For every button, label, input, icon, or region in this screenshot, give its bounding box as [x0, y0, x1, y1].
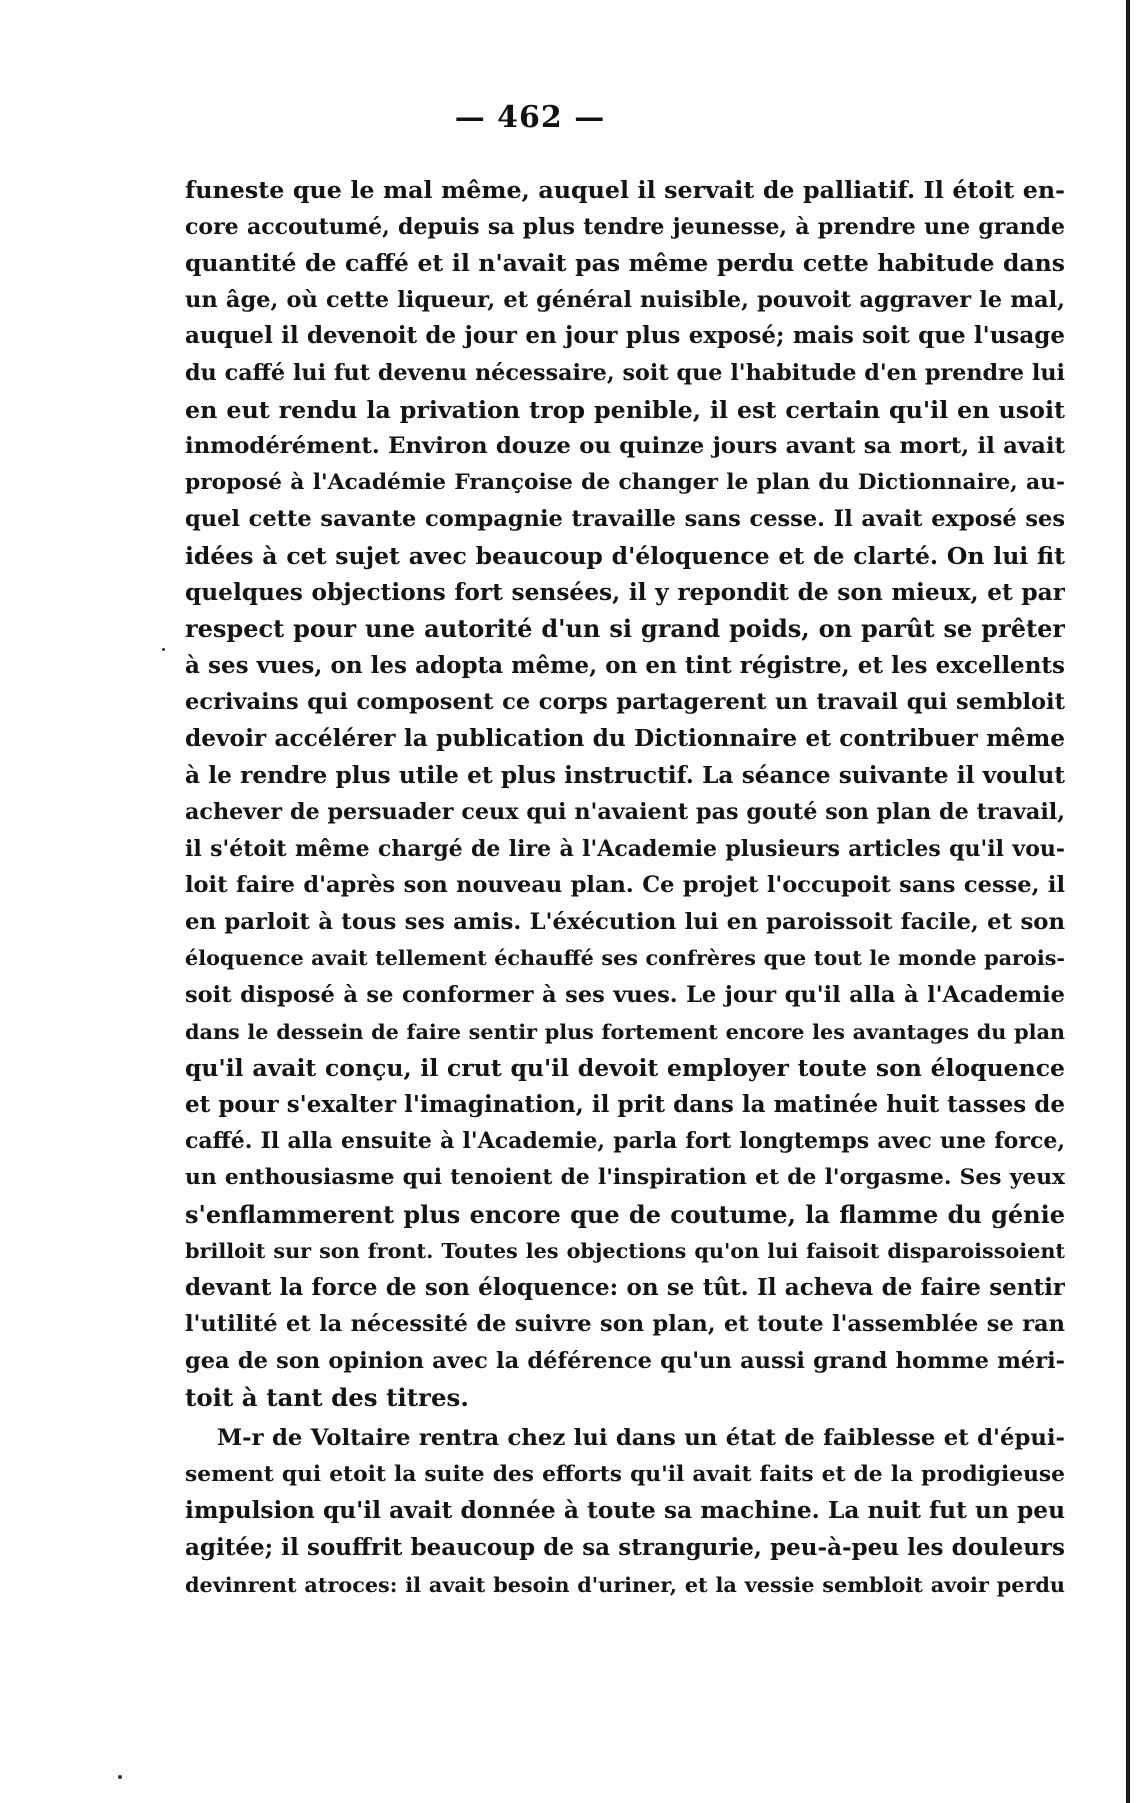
text-line: quelques objections fort sensées, il y repondit de son mieux, et par	[185, 578, 1065, 606]
text-line: gea de son opinion avec la déférence qu'un aussi grand homme méri-	[185, 1348, 1065, 1374]
text-line: l'utilité et la nécessité de suivre son plan, et toute l'assemblée se ran	[185, 1311, 1065, 1338]
text-line: devant la force de son éloquence: on se tût. Il acheva de faire sentir	[185, 1273, 1065, 1301]
text-line: proposé à l'Académie Françoise de changer le plan du Dictionnaire, au-	[185, 469, 1065, 495]
text-line: un enthousiasme qui tenoient de l'inspiration et de l'orgasme. Ses yeux	[185, 1165, 1065, 1191]
text-line: quel cette savante compagnie travaille sans cesse. Il avait exposé ses	[185, 506, 1065, 533]
page-number: — 462 —	[454, 100, 606, 135]
text-line: ecrivains qui composent ce corps partagerent un travail qui sembloit	[185, 689, 1065, 716]
text-line: un âge, où cette liqueur, et général nuisible, pouvoit aggraver le mal,	[185, 286, 1065, 313]
text-line: s'enflammerent plus encore que de coutume, la flamme du génie	[185, 1199, 1065, 1229]
text-line: et pour s'exalter l'imagination, il prit dans la matinée huit tasses de	[185, 1090, 1065, 1118]
text-line: auquel il devenoit de jour en jour plus exposé; mais soit que l'usage	[185, 322, 1065, 350]
text-line: du caffé lui fut devenu nécessaire, soit que l'habitude d'en prendre lui	[185, 359, 1065, 386]
body-text	[185, 172, 1065, 1603]
scan-speck	[118, 1775, 122, 1779]
text-line: toit à tant des titres.	[185, 1382, 469, 1412]
text-line: devinrent atroces: il avait besoin d'uriner, et la vessie sembloit avoir perdu	[185, 1572, 1065, 1597]
page-edge-line	[1126, 0, 1130, 1803]
text-line: qu'il avait conçu, il crut qu'il devoit employer toute son éloquence	[185, 1054, 1065, 1083]
text-line: respect pour une autorité d'un si grand poids, on parût se prêter	[185, 614, 1065, 644]
text-line: impulsion qu'il avait donnée à toute sa machine. La nuit fut un peu	[185, 1497, 1065, 1525]
text-line: éloquence avait tellement échauffé ses confrères que tout le monde parois-	[185, 946, 1065, 971]
text-line: il s'étoit même chargé de lire à l'Academie plusieurs articles qu'il vou-	[185, 835, 1065, 862]
text-line: agitée; il souffrit beaucoup de sa strangurie, peu-à-peu les douleurs	[185, 1533, 1065, 1561]
text-line: core accoutumé, depuis sa plus tendre jeunesse, à prendre une grande	[185, 213, 1065, 240]
text-line: quantité de caffé et il n'avait pas même perdu cette habitude dans	[185, 249, 1065, 278]
text-line: soit disposé à se conformer à ses vues. Le jour qu'il alla à l'Academie	[185, 982, 1065, 1009]
text-line: dans le dessein de faire sentir plus fortement encore les avantages du plan	[185, 1019, 1065, 1044]
text-line: M-r de Voltaire rentra chez lui dans un état de faiblesse et d'épui-	[217, 1425, 1065, 1452]
text-line: brilloit sur son front. Toutes les objections qu'on lui faisoit disparoissoient	[185, 1239, 1065, 1264]
scan-speck	[162, 648, 165, 651]
text-line: à le rendre plus utile et plus instructif. La séance suivante il voulut	[185, 761, 1065, 789]
text-line: devoir accélérer la publication du Dictionnaire et contribuer même	[185, 724, 1065, 752]
text-line: sement qui etoit la suite des efforts qu'il avait faits et de la prodigieuse	[185, 1461, 1065, 1487]
paragraph-2	[185, 1420, 1065, 1603]
text-line: funeste que le mal même, auquel il servait de palliatif. Il étoit en-	[185, 176, 1065, 204]
text-line: achever de persuader ceux qui n'avaient pas gouté son plan de travail,	[185, 799, 1065, 826]
paragraph-1	[185, 172, 1065, 1416]
text-line: caffé. Il alla ensuite à l'Academie, parla fort longtemps avec une force,	[185, 1128, 1065, 1155]
text-line: inmodérément. Environ douze ou quinze jours avant sa mort, il avait	[185, 433, 1065, 460]
text-line: loit faire d'après son nouveau plan. Ce projet l'occupoit sans cesse, il	[185, 872, 1065, 899]
text-line: en eut rendu la privation trop penible, il est certain qu'il en usoit	[185, 395, 1065, 424]
text-line: en parloit à tous ses amis. L'éxécution lui en paroissoit facile, et son	[185, 908, 1065, 935]
text-line: idées à cet sujet avec beaucoup d'éloquence et de clarté. On lui fit	[185, 541, 1065, 570]
text-line: à ses vues, on les adopta même, on en tint régistre, et les excellents	[185, 651, 1065, 679]
